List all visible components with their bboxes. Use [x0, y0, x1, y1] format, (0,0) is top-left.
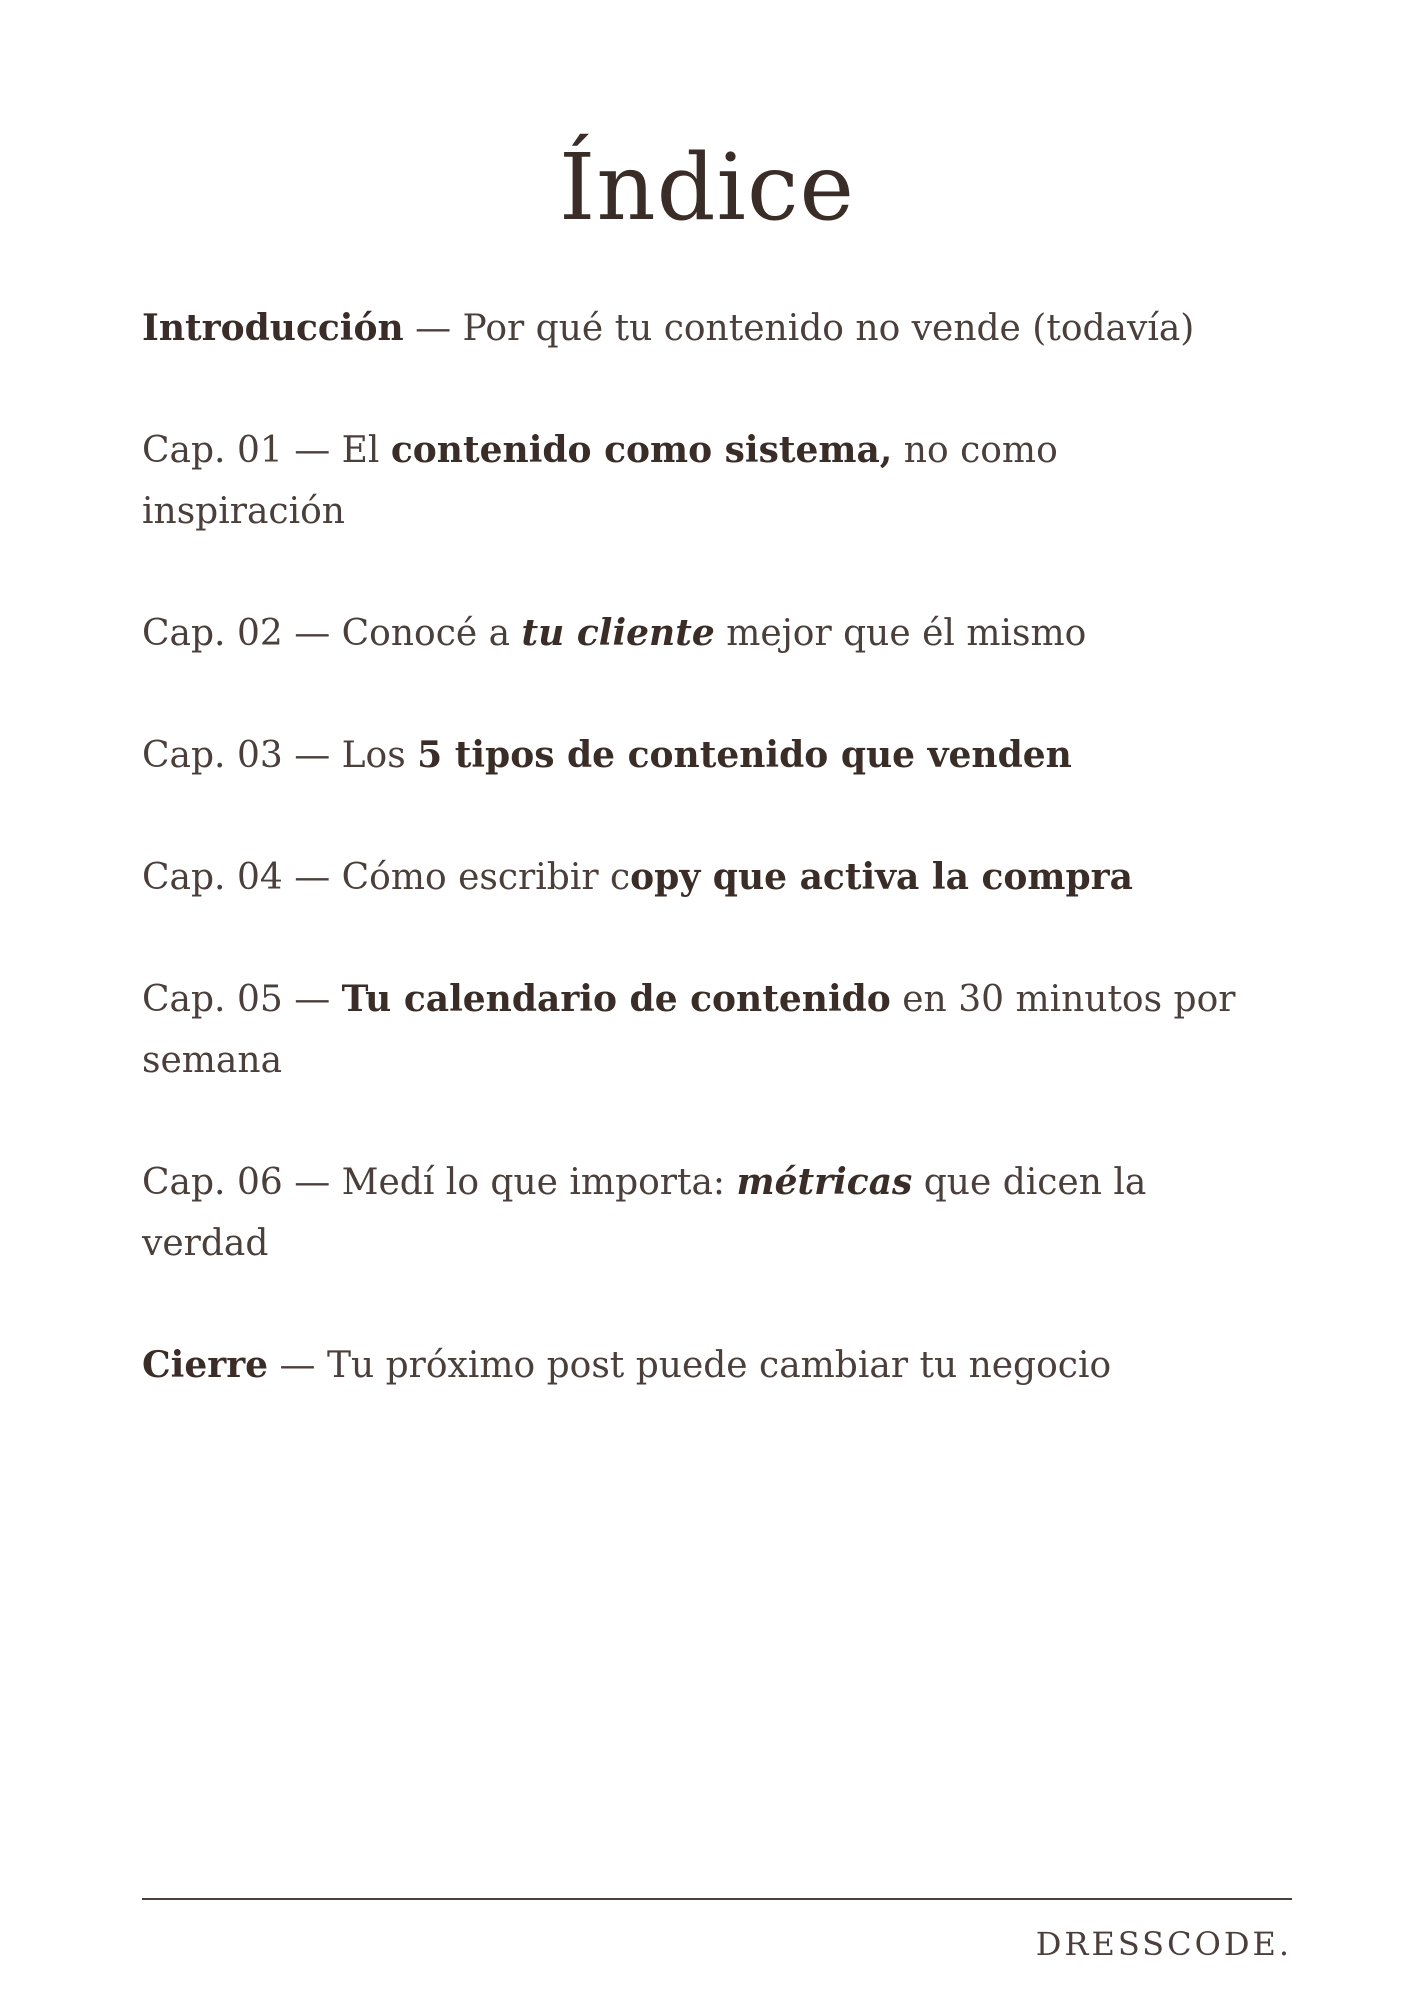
toc-entry-text: Cap. 01 — El — [142, 430, 391, 471]
toc-entry-introduction — [142, 298, 1272, 359]
toc-entry-text: que dicen la verdad — [142, 1162, 1147, 1264]
toc-entry-text: Cap. 05 — — [142, 979, 342, 1020]
toc-entry-text: — Por qué tu contenido no vende (todavía) — [403, 308, 1195, 349]
toc-entry-chapter-01 — [142, 420, 1272, 542]
table-of-contents — [142, 298, 1272, 1457]
brand-wordmark: DRESSCODE. — [1035, 1925, 1292, 1963]
toc-entry-text: no como inspiración — [142, 430, 1058, 532]
toc-entry-label: Cierre — [142, 1344, 269, 1386]
toc-entry-text: — Tu próximo post puede cambiar tu negocio — [268, 1345, 1112, 1386]
toc-entry-chapter-04 — [142, 847, 1272, 908]
toc-entry-text: en 30 minutos por semana — [142, 979, 1236, 1081]
toc-entry-chapter-05 — [142, 969, 1272, 1091]
toc-entry-text: Cap. 06 — Medí lo que importa: — [142, 1162, 737, 1203]
toc-entry-text: Cap. 04 — Cómo escribir c — [142, 857, 631, 898]
toc-entry-emphasis: tu cliente — [521, 612, 715, 654]
toc-entry-emphasis: Tu calendario de contenido — [341, 978, 891, 1020]
page-title: Índice — [559, 134, 855, 241]
toc-entry-chapter-06 — [142, 1152, 1272, 1274]
toc-entry-emphasis: métricas — [736, 1161, 913, 1203]
toc-entry-text: mejor que él mismo — [714, 613, 1087, 654]
toc-entry-text: Cap. 03 — Los — [142, 735, 418, 776]
footer-divider — [142, 1898, 1292, 1900]
toc-entry-emphasis: 5 tipos de contenido que venden — [417, 734, 1072, 776]
toc-entry-closing — [142, 1335, 1272, 1396]
toc-entry-emphasis: opy que activa la compra — [630, 856, 1133, 898]
toc-entry-label: Introducción — [142, 307, 404, 349]
toc-entry-text: Cap. 02 — Conocé a — [142, 613, 522, 654]
toc-entry-chapter-02 — [142, 603, 1272, 664]
toc-entry-chapter-03 — [142, 725, 1272, 786]
toc-entry-emphasis: contenido como sistema, — [390, 429, 893, 471]
